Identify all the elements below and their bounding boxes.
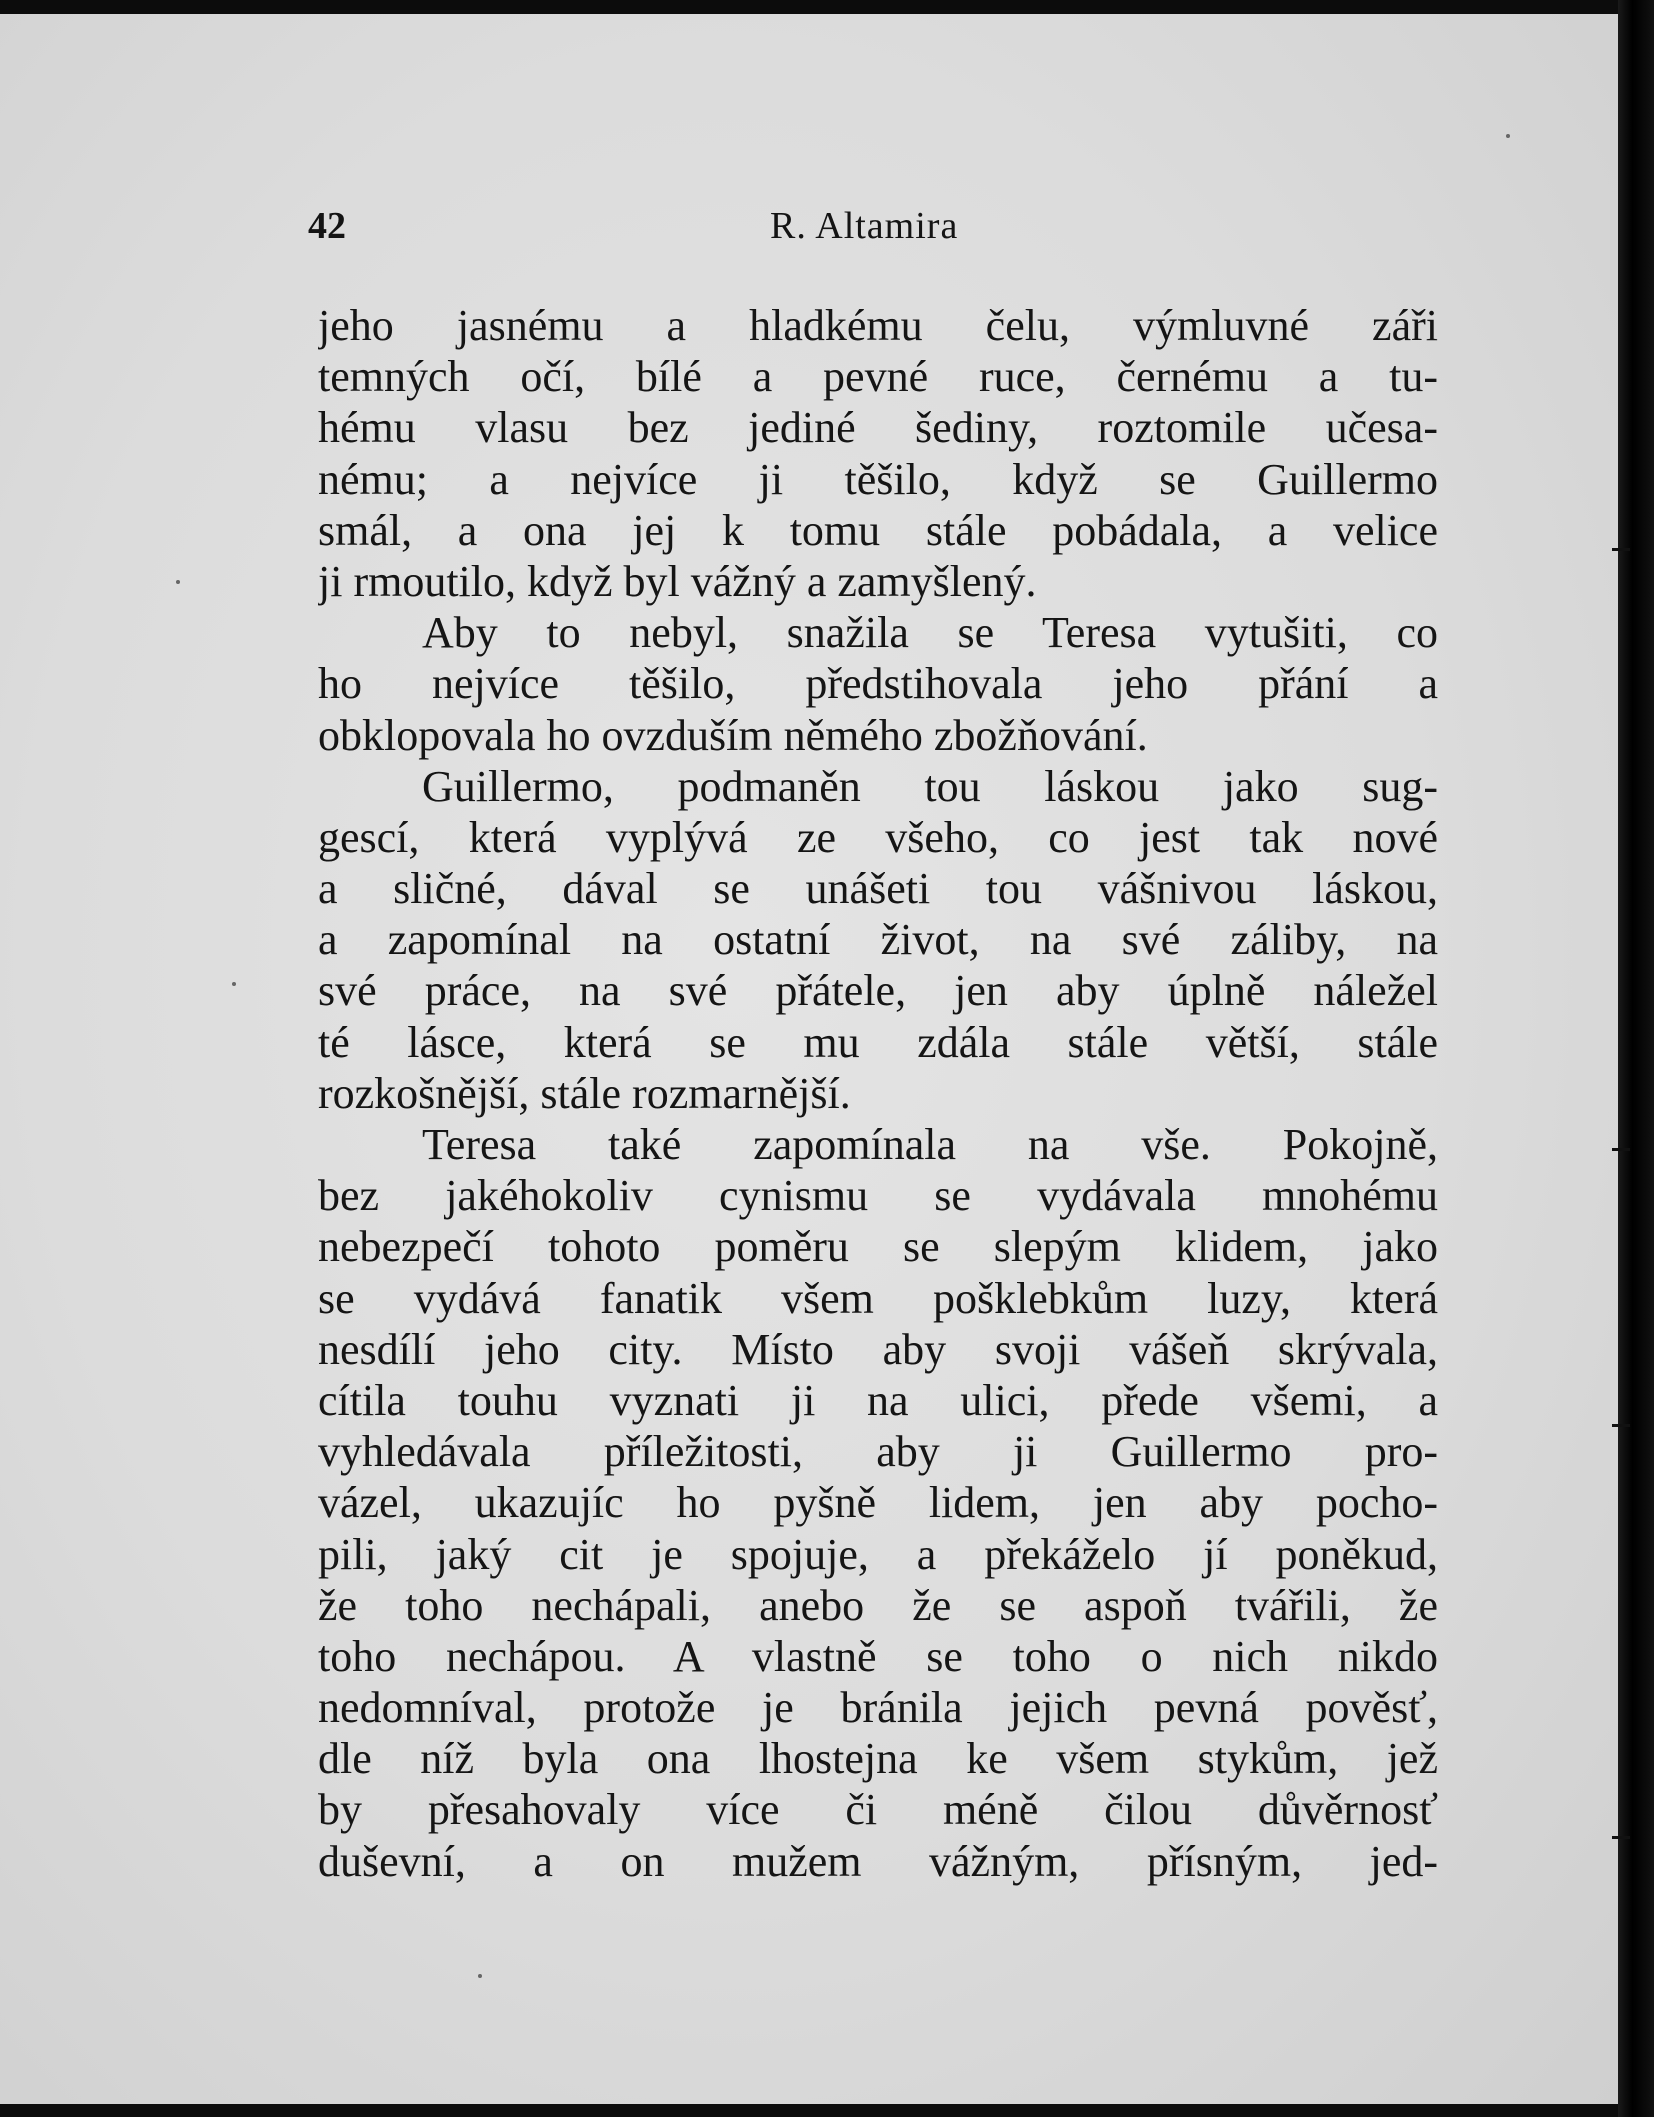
text-line: bez jakéhokoliv cynismu se vydávala mnohému (318, 1171, 1438, 1221)
text-line: té lásce, která se mu zdála stále větší, stále (318, 1017, 1438, 1067)
text-line: rozkošnější, stále rozmarnější. (318, 1068, 851, 1118)
page-number: 42 (308, 205, 346, 247)
text-line: toho nechápou. A vlastně se toho o nich nikdo (318, 1631, 1438, 1681)
page-header (308, 204, 1438, 254)
text-line: vyhledávala příležitosti, aby ji Guillermo pro- (318, 1427, 1438, 1477)
text-line: jeho jasnému a hladkému čelu, výmluvné záři (318, 301, 1438, 350)
text-line: duševní, a on mužem vážným, přísným, jed- (318, 1836, 1438, 1886)
body-text (318, 300, 1438, 1887)
text-line: ho nejvíce těšilo, předstihovala jeho přání a (318, 659, 1438, 709)
text-line: a sličné, dával se unášeti tou vášnivou láskou, (318, 864, 1438, 914)
page-edge-mark (1612, 1424, 1630, 1427)
paper-speck (176, 580, 180, 584)
text-line: hému vlasu bez jediné šediny, roztomile učesa- (318, 403, 1438, 453)
text-line: nebezpečí tohoto poměru se slepým klidem, jako (318, 1222, 1438, 1272)
running-head-author: R. Altamira (770, 205, 959, 247)
text-line: vázel, ukazujíc ho pyšně lidem, jen aby pocho- (318, 1478, 1438, 1528)
paper-speck (232, 982, 236, 986)
paper-speck (1506, 134, 1510, 138)
text-line: že toho nechápali, anebo že se aspoň tvářili, že (318, 1580, 1438, 1630)
text-line: pili, jaký cit je spojuje, a překáželo jí poněkud, (318, 1529, 1438, 1579)
text-line: Teresa také zapomínala na vše. Pokojně, (422, 1120, 1438, 1169)
text-line: obklopovala ho ovzduším němého zbožňování. (318, 710, 1148, 760)
text-line: a zapomínal na ostatní život, na své záliby, na (318, 915, 1438, 965)
text-line: nému; a nejvíce ji těšilo, když se Guillermo (318, 454, 1438, 504)
book-page (0, 14, 1618, 2104)
text-line: temných očí, bílé a pevné ruce, černému a tu- (318, 352, 1438, 402)
text-line: Aby to nebyl, snažila se Teresa vytušiti, co (422, 608, 1438, 658)
text-line: Guillermo, podmaněn tou láskou jako sug- (422, 761, 1438, 811)
text-line: dle níž byla ona lhostejna ke všem stykům, jež (318, 1734, 1438, 1784)
text-line: své práce, na své přátele, jen aby úplně náležel (318, 966, 1438, 1016)
text-line: nedomníval, protože je bránila jejich pevná pověsť, (318, 1683, 1438, 1733)
page-edge-mark (1612, 1148, 1630, 1151)
page-edge-mark (1612, 1836, 1630, 1839)
text-line: by přesahovaly více či méně čilou důvěrnosť (318, 1785, 1438, 1835)
text-line: gescí, která vyplývá ze všeho, co jest tak nové (318, 812, 1438, 862)
text-line: se vydává fanatik všem pošklebkům luzy, která (318, 1273, 1438, 1323)
paper-speck (478, 1974, 482, 1978)
text-line: smál, a ona jej k tomu stále pobádala, a velice (318, 505, 1438, 555)
text-line: ji rmoutilo, když byl vážný a zamyšlený. (318, 556, 1037, 606)
page-edge-mark (1612, 548, 1630, 551)
scan-border-right (1618, 0, 1654, 2117)
text-line: nesdílí jeho city. Místo aby svoji vášeň skrývala, (318, 1324, 1438, 1374)
text-line: cítila touhu vyznati ji na ulici, přede všemi, a (318, 1375, 1438, 1425)
